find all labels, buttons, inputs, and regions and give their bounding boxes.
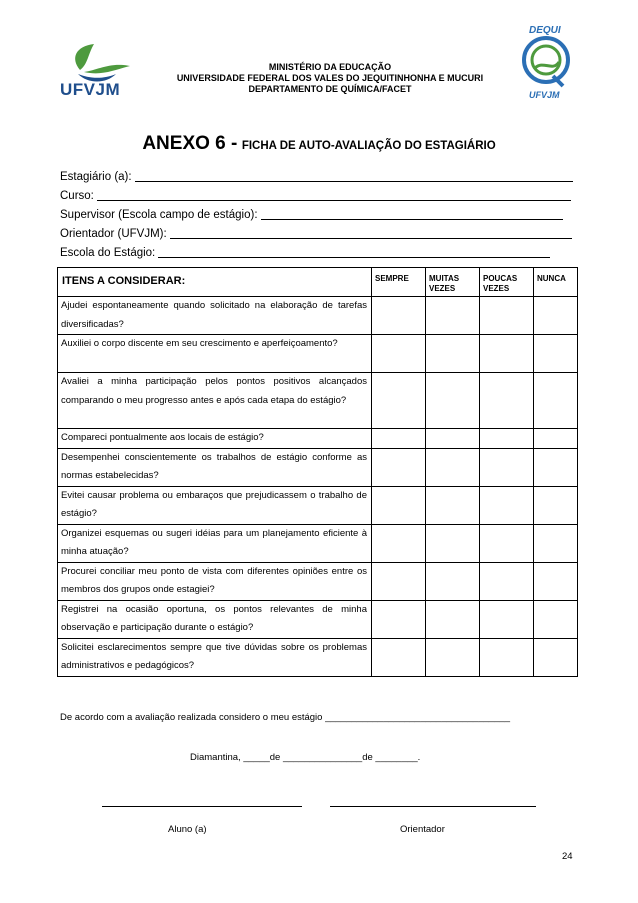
col-always: SEMPRE bbox=[372, 268, 426, 297]
answer-seldom[interactable] bbox=[480, 373, 534, 429]
answer-always[interactable] bbox=[372, 562, 426, 600]
header-university: UNIVERSIDADE FEDERAL DOS VALES DO JEQUITINHONHA E MUCURI bbox=[176, 73, 484, 83]
answer-often[interactable] bbox=[426, 562, 480, 600]
answer-often[interactable] bbox=[426, 600, 480, 638]
table-row bbox=[58, 448, 578, 486]
dequi-logo-subtext: UFVJM bbox=[529, 90, 560, 100]
answer-seldom[interactable] bbox=[480, 524, 534, 562]
header-department: DEPARTAMENTO DE QUÍMICA/FACET bbox=[248, 84, 412, 94]
date-line: Diamantina, _____de _______________de ________. bbox=[190, 752, 421, 763]
answer-never[interactable] bbox=[534, 429, 578, 449]
col-often bbox=[426, 268, 480, 297]
course-blank[interactable] bbox=[97, 188, 571, 201]
table-row bbox=[58, 562, 578, 600]
course-field bbox=[60, 188, 580, 204]
table-header-row bbox=[58, 268, 578, 297]
answer-never[interactable] bbox=[534, 600, 578, 638]
col-often-line2: VEZES bbox=[429, 284, 456, 293]
answer-always[interactable] bbox=[372, 486, 426, 524]
answer-never[interactable] bbox=[534, 486, 578, 524]
item-text: Desempenhei conscientemente os trabalhos de estágio conforme as normas estabelecidas? bbox=[58, 448, 372, 486]
answer-often[interactable] bbox=[426, 335, 480, 373]
table-row bbox=[58, 524, 578, 562]
answer-never[interactable] bbox=[534, 562, 578, 600]
student-signature-line[interactable] bbox=[102, 806, 302, 807]
table-row bbox=[58, 429, 578, 449]
answer-never[interactable] bbox=[534, 373, 578, 429]
item-text: Compareci pontualmente aos locais de estágio? bbox=[58, 429, 372, 449]
evaluation-table bbox=[57, 267, 578, 677]
answer-always[interactable] bbox=[372, 448, 426, 486]
answer-never[interactable] bbox=[534, 448, 578, 486]
supervisor-field bbox=[60, 207, 580, 223]
table-row bbox=[58, 297, 578, 335]
items-header: ITENS A CONSIDERAR: bbox=[58, 268, 372, 297]
course-label: Curso: bbox=[60, 190, 94, 202]
trainee-blank[interactable] bbox=[135, 169, 573, 182]
table-row bbox=[58, 600, 578, 638]
answer-seldom[interactable] bbox=[480, 335, 534, 373]
col-often-line1: MUITAS bbox=[429, 274, 460, 283]
table-row bbox=[58, 335, 578, 373]
dequi-logo bbox=[515, 22, 577, 104]
answer-often[interactable] bbox=[426, 429, 480, 449]
school-blank[interactable] bbox=[158, 245, 550, 258]
item-text: Auxiliei o corpo discente em seu crescimento e aperfeiçoamento? bbox=[58, 335, 372, 373]
advisor-signature-label: Orientador bbox=[400, 824, 445, 835]
answer-always[interactable] bbox=[372, 638, 426, 676]
item-text: Ajudei espontaneamente quando solicitado na elaboração de tarefas diversificadas? bbox=[58, 297, 372, 335]
answer-always[interactable] bbox=[372, 335, 426, 373]
answer-seldom[interactable] bbox=[480, 297, 534, 335]
ufvjm-logo bbox=[58, 40, 150, 100]
answer-often[interactable] bbox=[426, 524, 480, 562]
answer-often[interactable] bbox=[426, 297, 480, 335]
answer-often[interactable] bbox=[426, 373, 480, 429]
dequi-logo-text: DEQUI bbox=[529, 25, 561, 36]
page-number: 24 bbox=[562, 851, 573, 862]
item-text: Evitei causar problema ou embaraços que prejudicassem o trabalho de estágio? bbox=[58, 486, 372, 524]
answer-always[interactable] bbox=[372, 524, 426, 562]
answer-seldom[interactable] bbox=[480, 638, 534, 676]
col-seldom-line2: VEZES bbox=[483, 284, 510, 293]
table-row bbox=[58, 638, 578, 676]
table-row bbox=[58, 373, 578, 429]
annex-label: ANEXO 6 - bbox=[142, 133, 238, 154]
ufvjm-logo-text: UFVJM bbox=[60, 80, 121, 99]
answer-always[interactable] bbox=[372, 373, 426, 429]
col-seldom bbox=[480, 268, 534, 297]
answer-often[interactable] bbox=[426, 448, 480, 486]
dequi-emblem-icon bbox=[515, 34, 577, 92]
school-field bbox=[60, 245, 580, 261]
supervisor-label: Supervisor (Escola campo de estágio): bbox=[60, 209, 258, 221]
answer-seldom[interactable] bbox=[480, 600, 534, 638]
answer-often[interactable] bbox=[426, 638, 480, 676]
advisor-field bbox=[60, 226, 580, 242]
supervisor-blank[interactable] bbox=[261, 207, 563, 220]
answer-always[interactable] bbox=[372, 600, 426, 638]
page-title bbox=[0, 133, 638, 155]
advisor-signature-line[interactable] bbox=[330, 806, 536, 807]
table-row bbox=[58, 486, 578, 524]
annex-subtitle: FICHA DE AUTO-AVALIAÇÃO DO ESTAGIÁRIO bbox=[241, 140, 496, 152]
advisor-blank[interactable] bbox=[170, 226, 572, 239]
answer-never[interactable] bbox=[534, 524, 578, 562]
answer-always[interactable] bbox=[372, 429, 426, 449]
answer-seldom[interactable] bbox=[480, 562, 534, 600]
answer-always[interactable] bbox=[372, 297, 426, 335]
evaluation-statement: De acordo com a avaliação realizada considero o meu estágio ___________________________________ bbox=[60, 712, 511, 723]
trainee-label: Estagiário (a): bbox=[60, 171, 132, 183]
advisor-label: Orientador (UFVJM): bbox=[60, 228, 167, 240]
col-seldom-line1: POUCAS bbox=[483, 274, 518, 283]
item-text: Organizei esquemas ou sugeri idéias para um planejamento eficiente à minha atuação? bbox=[58, 524, 372, 562]
item-text: Solicitei esclarecimentos sempre que tive dúvidas sobre os problemas administrativos e pedagógicos? bbox=[58, 638, 372, 676]
answer-never[interactable] bbox=[534, 335, 578, 373]
answer-seldom[interactable] bbox=[480, 429, 534, 449]
student-signature-label: Aluno (a) bbox=[168, 824, 207, 835]
answer-often[interactable] bbox=[426, 486, 480, 524]
item-text: Registrei na ocasião oportuna, os pontos relevantes de minha observação e participação durante o estágio? bbox=[58, 600, 372, 638]
item-text: Procurei conciliar meu ponto de vista com diferentes opiniões entre os membros dos grupos onde estagiei? bbox=[58, 562, 372, 600]
header-ministry: MINISTÉRIO DA EDUCAÇÃO bbox=[268, 62, 392, 72]
answer-never[interactable] bbox=[534, 297, 578, 335]
col-never: NUNCA bbox=[534, 268, 578, 297]
answer-seldom[interactable] bbox=[480, 448, 534, 486]
answer-seldom[interactable] bbox=[480, 486, 534, 524]
trainee-field bbox=[60, 169, 580, 185]
item-text: Avaliei a minha participação pelos pontos positivos alcançados comparando o meu progresso antes e após cada etapa do estágio? bbox=[58, 373, 372, 429]
school-label: Escola do Estágio: bbox=[60, 247, 156, 259]
answer-never[interactable] bbox=[534, 638, 578, 676]
